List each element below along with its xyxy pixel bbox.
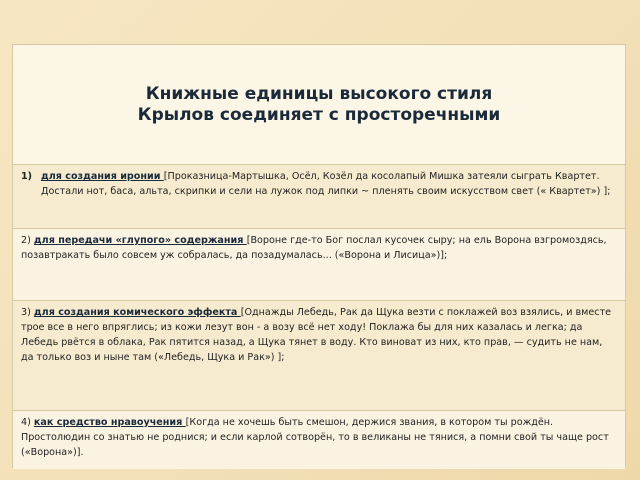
title-cell [13,45,625,165]
item-number: 3) [21,307,31,318]
item-text: [Когда не хочешь быть смешон, держися звания, в котором ты рождён. Простолюдин со знатью не роднися; и если карлой сотворён, то в великаны не тянися, а помни свой ты чаще рост («Ворона»)]. [21,417,609,458]
item-lead: для создания иронии [41,171,164,182]
item-text: [Проказница-Мартышка, Осёл, Козёл да косолапый Мишка затеяли сыграть Квартет. Достали нот, баса, альта, скрипки и сели на лужок под липки ~ пленять своим искусством свет (« Квартет») ]; [41,171,611,197]
list-item [13,229,625,301]
list-item [13,411,625,469]
item-lead: как средство нравоучения [33,417,186,428]
content-table [12,44,626,468]
item-number: 4) [21,417,31,428]
item-number: 2) [21,235,31,246]
item-lead: для передачи «глупого» содержания [33,235,247,246]
list-item [13,165,625,229]
item-text: [Однажды Лебедь, Рак да Щука везти с поклажей воз взялись, и вместе трое все в него впряглись; из кожи лезут вон - а возу всё нет ходу! Поклажа бы для них казалась и легка; да Лебедь рвётся в облака, Рак пятится назад, а Щука тянет в воду. Кто виноват из них, кто прав, — судить не нам, да только воз и ныне там («Лебедь, Щука и Рак») ]; [21,307,612,363]
item-text: [Вороне где-то Бог послал кусочек сыру; на ель Ворона взгромоздясь, позавтракать было совсем уж собралась, да позадумалась... («Ворона и Лисица»)]; [21,235,607,261]
item-body [41,169,617,199]
title-line-2: Крылов соединяет с просторечными [137,104,501,125]
slide-title [138,84,501,126]
item-number: 1) [21,171,33,182]
list-item [13,301,625,411]
item-lead: для создания комического эффекта [33,307,241,318]
title-line-1: Книжные единицы высокого стиля [145,83,493,104]
